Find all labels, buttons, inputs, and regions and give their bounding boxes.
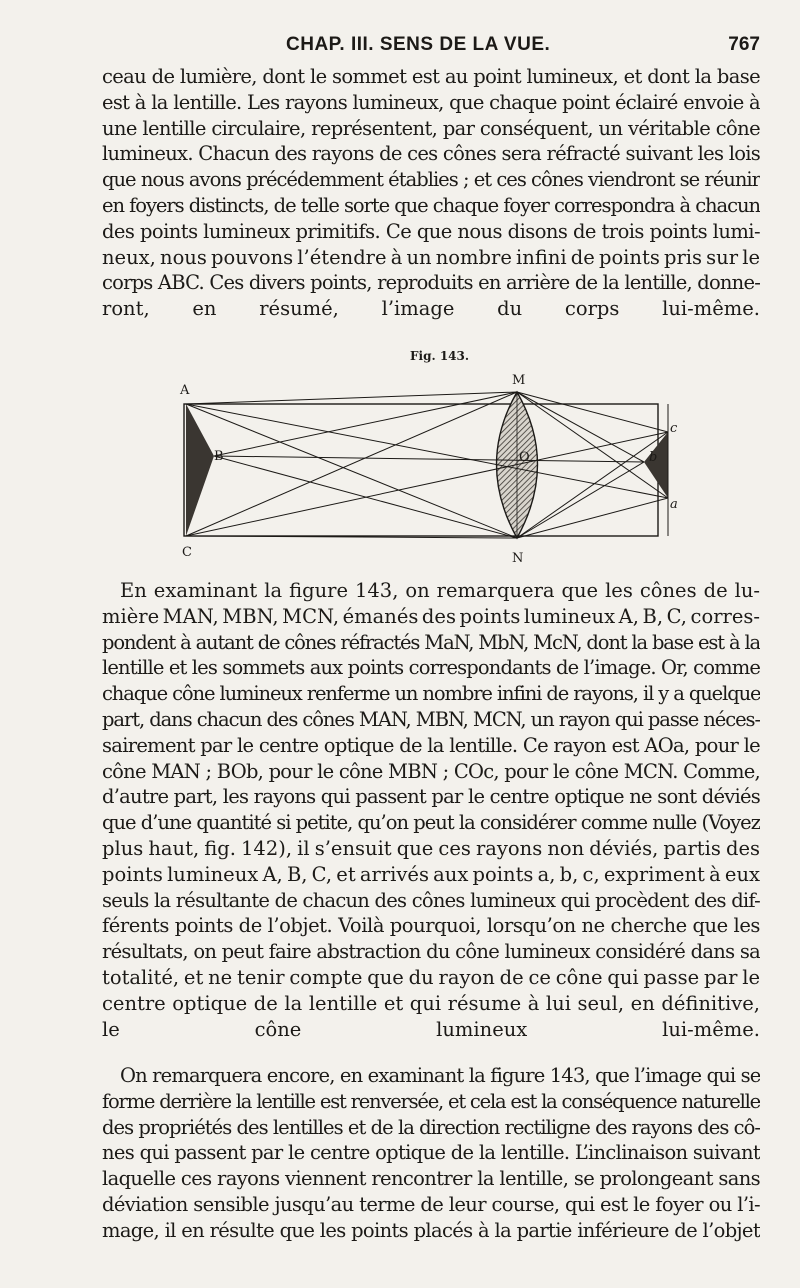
paragraph-3 [102,1063,760,1244]
text-line: que nous avons précédemment établies ; et ces cônes viendront se réunir [102,168,760,192]
text-line: sairement par le centre optique de la lentille. Ce rayon est AOa, pour le [102,733,760,757]
label-c-lower: c [670,421,678,436]
label-a-lower: a [670,497,678,512]
text-line: que d’une quantité si petite, qu’on peut la considérer comme nulle (Voyez [102,811,760,835]
text-line: lumineux. Chacun des rayons de ces cônes sera réfracté suivant les lois [102,142,760,166]
label-o: O [519,450,530,465]
text-line: totalité, et ne tenir compte que du rayon de ce cône qui passe par le [102,965,760,989]
paragraph-1 [102,64,760,322]
text-line: une lentille circulaire, représentent, par conséquent, un véritable cône [102,116,760,140]
chapter-title: CHAP. III. SENS DE LA VUE. [286,34,551,55]
object-abc [186,404,214,536]
text-line: chaque cône lumineux renferme un nombre infini de rayons, il y a quelque [102,682,760,706]
figure-caption: Fig. 143. [410,349,470,363]
label-n: N [512,551,524,566]
label-b-upper: B [214,449,224,464]
lens-diagram [170,362,710,572]
label-m: M [512,373,526,388]
page-number: 767 [728,34,760,55]
label-a-upper: A [180,383,190,398]
text-line: corps ABC. Ces divers points, reproduits en arrière de la lentille, donne- [102,271,760,295]
text-line: mière MAN, MBN, MCN, émanés des points lumineux A, B, C, corres- [102,604,760,628]
paragraph-2 [102,578,760,1042]
text-line: le cône lumineux lui-même. [102,1017,760,1041]
text-line: plus haut, fig. 142), il s’ensuit que ces rayons non déviés, partis des [102,836,760,860]
text-line: part, dans chacun des cônes MAN, MBN, MCN, un rayon qui passe néces- [102,707,760,731]
text-line: des propriétés des lentilles et de la direction rectiligne des rayons des cô- [102,1115,760,1139]
text-line: nes qui passent par le centre optique de la lentille. L’inclinaison suivant [102,1141,760,1165]
text-line: mage, il en résulte que les points placés à la partie inférieure de l’objet [102,1218,760,1242]
text-line: résultats, on peut faire abstraction du cône lumineux considéré dans sa [102,940,760,964]
image-abc [644,432,668,498]
text-line: lentille et les sommets aux points correspondants de l’image. Or, comme [102,656,760,680]
text-line: ceau de lumière, dont le sommet est au point lumineux, et dont la base [102,65,760,88]
text-line: ront, en résumé, l’image du corps lui-même. [102,297,760,321]
text-line: forme derrière la lentille est renversée, et cela est la conséquence naturelle [102,1089,760,1113]
text-line: seuls la résultante de chacun des cônes lumineux qui procèdent des dif- [102,888,760,912]
frame-rect [184,404,658,536]
text-line: férents points de l’objet. Voilà pourquoi, lorsqu’on ne cherche que les [102,914,760,938]
text-line: On remarquera encore, en examinant la figure 143, que l’image qui se [120,1064,760,1087]
lens-diagram-svg [170,362,710,572]
text-line: déviation sensible jusqu’au terme de leur course, qui est le foyer ou l’i- [102,1192,760,1216]
label-b-lower: b [649,450,658,465]
text-line: centre optique de la lentille et qui résume à lui seul, en définitive, [102,991,760,1015]
text-line: En examinant la figure 143, on remarquera que les cônes de lu- [120,579,760,602]
text-line: points lumineux A, B, C, et arrivés aux points a, b, c, expriment à eux [102,862,760,886]
text-line: cône MAN ; BOb, pour le cône MBN ; COc, pour le cône MCN. Comme, [102,759,760,783]
label-c-upper: C [182,545,192,560]
text-line: d’autre part, les rayons qui passent par le centre optique ne sont déviés [102,785,760,809]
text-line: laquelle ces rayons viennent rencontrer la lentille, se prolongeant sans [102,1167,760,1191]
text-line: est à la lentille. Les rayons lumineux, que chaque point éclairé envoie à [102,90,760,114]
text-line: neux, nous pouvons l’étendre à un nombre infini de points pris sur le [102,245,760,269]
text-line: pondent à autant de cônes réfractés MaN, MbN, McN, dont la base est à la [102,630,760,654]
text-line: des points lumineux primitifs. Ce que nous disons de trois points lumi- [102,219,760,243]
rays [186,392,668,538]
running-header [100,30,760,62]
text-line: en foyers distincts, de telle sorte que chaque foyer correspondra à chacun [102,193,760,217]
